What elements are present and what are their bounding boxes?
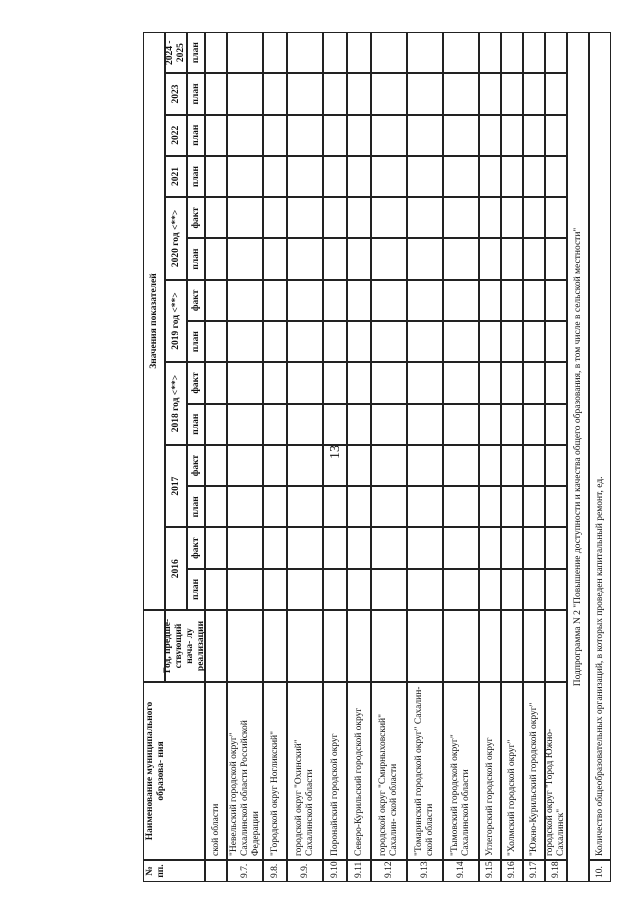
plan-label: план <box>187 486 205 527</box>
value-cell <box>501 527 523 568</box>
value-cell <box>323 404 347 445</box>
value-cell <box>263 238 287 279</box>
value-cell <box>545 73 567 114</box>
value-cell <box>443 569 479 610</box>
value-cell <box>205 73 227 114</box>
fact-label: факт <box>187 197 205 238</box>
value-cell <box>523 115 545 156</box>
value-cell <box>407 362 443 403</box>
header-year-5: 2020 год <**> <box>165 197 187 280</box>
value-cell <box>287 404 323 445</box>
row-base-year <box>371 610 407 682</box>
value-cell <box>407 73 443 114</box>
value-cell <box>479 486 501 527</box>
value-cell <box>263 197 287 238</box>
value-cell <box>443 362 479 403</box>
row-base-year <box>227 610 263 682</box>
value-cell <box>205 362 227 403</box>
value-cell <box>263 486 287 527</box>
value-cell <box>263 115 287 156</box>
value-cell <box>371 445 407 486</box>
header-year-3: 2018 год <**> <box>165 362 187 445</box>
value-cell <box>205 486 227 527</box>
value-cell <box>545 115 567 156</box>
value-cell <box>227 32 263 73</box>
value-cell <box>287 486 323 527</box>
value-cell <box>501 238 523 279</box>
value-cell <box>443 115 479 156</box>
value-cell <box>263 445 287 486</box>
plan-label: план <box>187 32 205 73</box>
value-cell <box>227 197 263 238</box>
row-base-year <box>263 610 287 682</box>
value-cell <box>287 321 323 362</box>
value-cell <box>323 197 347 238</box>
value-cell <box>371 115 407 156</box>
header-year-8: 2023 <box>165 73 187 114</box>
row-base-year <box>443 610 479 682</box>
value-cell <box>443 238 479 279</box>
value-cell <box>443 321 479 362</box>
value-cell <box>323 73 347 114</box>
value-cell <box>347 527 371 568</box>
row-num: 9.15. <box>479 860 501 882</box>
plan-label: план <box>187 73 205 114</box>
value-cell <box>545 197 567 238</box>
row-name: городской округ "Смирныховский" Сахалин- ской области <box>371 682 407 860</box>
value-cell <box>227 362 263 403</box>
plan-label: план <box>187 569 205 610</box>
value-cell <box>479 197 501 238</box>
row-num: 9.17. <box>523 860 545 882</box>
value-cell <box>323 156 347 197</box>
value-cell <box>227 115 263 156</box>
value-cell <box>407 197 443 238</box>
value-cell <box>323 569 347 610</box>
value-cell <box>323 32 347 73</box>
value-cell <box>479 404 501 445</box>
value-cell <box>407 486 443 527</box>
row-num: 9.12. <box>371 860 407 882</box>
value-cell <box>227 486 263 527</box>
row-base-year <box>205 610 227 682</box>
value-cell <box>205 445 227 486</box>
value-cell <box>501 115 523 156</box>
value-cell <box>545 156 567 197</box>
row-num: 9.8. <box>263 860 287 882</box>
value-cell <box>347 197 371 238</box>
header-year-1: 2016 <box>165 527 187 610</box>
row-name: ской области <box>205 682 227 860</box>
value-cell <box>263 404 287 445</box>
value-cell <box>227 238 263 279</box>
value-cell <box>371 238 407 279</box>
value-cell <box>347 32 371 73</box>
value-cell <box>205 32 227 73</box>
value-cell <box>479 73 501 114</box>
value-cell <box>443 197 479 238</box>
value-cell <box>263 156 287 197</box>
value-cell <box>263 527 287 568</box>
header-blank <box>143 610 165 682</box>
value-cell <box>407 280 443 321</box>
value-cell <box>227 445 263 486</box>
value-cell <box>501 486 523 527</box>
header-name: Наименование муниципального образова- ния <box>143 682 205 860</box>
row-name: "Южно-Курильский городской округ" <box>523 682 545 860</box>
row-base-year <box>347 610 371 682</box>
row-base-year <box>479 610 501 682</box>
value-cell <box>323 238 347 279</box>
value-cell <box>287 280 323 321</box>
value-cell <box>371 362 407 403</box>
plan-label: план <box>187 156 205 197</box>
value-cell <box>407 115 443 156</box>
value-cell <box>347 115 371 156</box>
header-values: Значения показателей <box>143 32 165 610</box>
value-cell <box>407 527 443 568</box>
value-cell <box>371 197 407 238</box>
value-cell <box>523 527 545 568</box>
fact-label: факт <box>187 445 205 486</box>
value-cell <box>407 32 443 73</box>
value-cell <box>323 115 347 156</box>
value-cell <box>287 156 323 197</box>
value-cell <box>227 280 263 321</box>
value-cell <box>501 156 523 197</box>
row-name: "Томаринский городской округ" Сахалин- ской области <box>407 682 443 860</box>
row-name: "Городской округ Ногликский" <box>263 682 287 860</box>
value-cell <box>371 32 407 73</box>
indicator-table <box>143 2 605 882</box>
value-cell <box>545 486 567 527</box>
value-cell <box>545 569 567 610</box>
value-cell <box>443 445 479 486</box>
value-cell <box>545 321 567 362</box>
value-cell <box>523 238 545 279</box>
value-cell <box>287 115 323 156</box>
value-cell <box>347 73 371 114</box>
value-cell <box>227 569 263 610</box>
value-cell <box>347 569 371 610</box>
value-cell <box>263 362 287 403</box>
value-cell <box>205 156 227 197</box>
value-cell <box>205 115 227 156</box>
value-cell <box>479 32 501 73</box>
header-year-4: 2019 год <**> <box>165 280 187 363</box>
value-cell <box>501 32 523 73</box>
row-base-year <box>407 610 443 682</box>
value-cell <box>501 445 523 486</box>
value-cell <box>407 156 443 197</box>
value-cell <box>407 321 443 362</box>
value-cell <box>523 569 545 610</box>
value-cell <box>443 280 479 321</box>
value-cell <box>523 486 545 527</box>
row-num <box>205 860 227 882</box>
value-cell <box>479 527 501 568</box>
value-cell <box>323 445 347 486</box>
value-cell <box>371 527 407 568</box>
row-base-year <box>323 610 347 682</box>
plan-label: план <box>187 238 205 279</box>
header-year-9: 2024 - 2025 <box>165 32 187 73</box>
header-base-year: Год, предше- ствующий нача- лу реализации <box>165 610 205 682</box>
value-cell <box>263 569 287 610</box>
value-cell <box>545 404 567 445</box>
value-cell <box>407 404 443 445</box>
value-cell <box>371 486 407 527</box>
value-cell <box>371 156 407 197</box>
value-cell <box>323 527 347 568</box>
subprogram-title: Подпрограмма N 2 "Повышение доступности и качества общего образования, в том числе в сельской местности" <box>567 32 589 882</box>
value-cell <box>287 569 323 610</box>
row-num: 9.16. <box>501 860 523 882</box>
header-year-6: 2021 <box>165 156 187 197</box>
header-num: № пп. <box>143 860 205 882</box>
value-cell <box>323 362 347 403</box>
value-cell <box>523 197 545 238</box>
row-num: 9.18. <box>545 860 567 882</box>
value-cell <box>227 156 263 197</box>
value-cell <box>347 156 371 197</box>
row-base-year <box>287 610 323 682</box>
row-name: Северо-Курильский городской округ <box>347 682 371 860</box>
header-year-7: 2022 <box>165 115 187 156</box>
value-cell <box>501 321 523 362</box>
value-cell <box>263 73 287 114</box>
value-cell <box>523 321 545 362</box>
value-cell <box>263 321 287 362</box>
plan-label: план <box>187 321 205 362</box>
page-number: 13 <box>328 445 343 459</box>
row-num: 9.14. <box>443 860 479 882</box>
row-num: 9.10. <box>323 860 347 882</box>
value-cell <box>479 280 501 321</box>
fact-label: факт <box>187 280 205 321</box>
row-num: 10. <box>589 860 611 882</box>
value-cell <box>523 362 545 403</box>
value-cell <box>523 156 545 197</box>
value-cell <box>205 197 227 238</box>
value-cell <box>347 238 371 279</box>
plan-label: план <box>187 404 205 445</box>
value-cell <box>371 404 407 445</box>
value-cell <box>287 197 323 238</box>
value-cell <box>347 280 371 321</box>
value-cell <box>263 280 287 321</box>
value-cell <box>407 569 443 610</box>
value-cell <box>371 73 407 114</box>
row-base-year <box>501 610 523 682</box>
value-cell <box>323 321 347 362</box>
value-cell <box>523 404 545 445</box>
value-cell <box>443 527 479 568</box>
value-cell <box>545 362 567 403</box>
value-cell <box>347 362 371 403</box>
value-cell <box>501 569 523 610</box>
value-cell <box>205 404 227 445</box>
value-cell <box>371 321 407 362</box>
value-cell <box>479 238 501 279</box>
row-name: городской округ "Город Южно-Сахалинск" <box>545 682 567 860</box>
value-cell <box>407 238 443 279</box>
value-cell <box>443 32 479 73</box>
value-cell <box>287 73 323 114</box>
value-cell <box>545 238 567 279</box>
value-cell <box>287 445 323 486</box>
value-cell <box>263 32 287 73</box>
row-name: Углегорский городской округ <box>479 682 501 860</box>
value-cell <box>523 280 545 321</box>
value-cell <box>205 569 227 610</box>
value-cell <box>545 445 567 486</box>
row-name: "Невельский городской округ" Сахалинской области Российской Федерации <box>227 682 263 860</box>
value-cell <box>545 280 567 321</box>
value-cell <box>501 280 523 321</box>
value-cell <box>347 486 371 527</box>
value-cell <box>479 115 501 156</box>
value-cell <box>407 445 443 486</box>
row-name: Поронайский городской округ <box>323 682 347 860</box>
row-base-year <box>545 610 567 682</box>
value-cell <box>501 404 523 445</box>
value-cell <box>479 362 501 403</box>
fact-label: факт <box>187 362 205 403</box>
value-cell <box>205 321 227 362</box>
plan-label: план <box>187 115 205 156</box>
value-cell <box>545 527 567 568</box>
value-cell <box>443 156 479 197</box>
value-cell <box>443 404 479 445</box>
row-name: "Холмский городской округ" <box>501 682 523 860</box>
value-cell <box>501 362 523 403</box>
header-year-2: 2017 <box>165 445 187 528</box>
value-cell <box>347 445 371 486</box>
value-cell <box>227 404 263 445</box>
value-cell <box>287 527 323 568</box>
fact-label: факт <box>187 527 205 568</box>
row-name: городской округ "Охинский" Сахалинской области <box>287 682 323 860</box>
row-base-year <box>523 610 545 682</box>
row-name: Количество общеобразовательных организаций, в которых проведен капитальный ремонт, ед. <box>589 32 611 860</box>
value-cell <box>287 362 323 403</box>
row-name: "Тымовский городской округ" Сахалинской области <box>443 682 479 860</box>
row-num: 9.9. <box>287 860 323 882</box>
value-cell <box>479 569 501 610</box>
value-cell <box>227 321 263 362</box>
value-cell <box>545 32 567 73</box>
value-cell <box>479 156 501 197</box>
value-cell <box>479 445 501 486</box>
value-cell <box>323 280 347 321</box>
row-num: 9.11. <box>347 860 371 882</box>
value-cell <box>443 486 479 527</box>
value-cell <box>347 404 371 445</box>
value-cell <box>227 73 263 114</box>
value-cell <box>523 445 545 486</box>
value-cell <box>323 486 347 527</box>
value-cell <box>205 280 227 321</box>
value-cell <box>479 321 501 362</box>
value-cell <box>371 280 407 321</box>
value-cell <box>205 527 227 568</box>
value-cell <box>287 238 323 279</box>
row-num: 9.13. <box>407 860 443 882</box>
value-cell <box>501 197 523 238</box>
value-cell <box>443 73 479 114</box>
row-num: 9.7. <box>227 860 263 882</box>
value-cell <box>371 569 407 610</box>
value-cell <box>523 73 545 114</box>
value-cell <box>287 32 323 73</box>
value-cell <box>523 32 545 73</box>
value-cell <box>205 238 227 279</box>
value-cell <box>347 321 371 362</box>
value-cell <box>501 73 523 114</box>
value-cell <box>227 527 263 568</box>
